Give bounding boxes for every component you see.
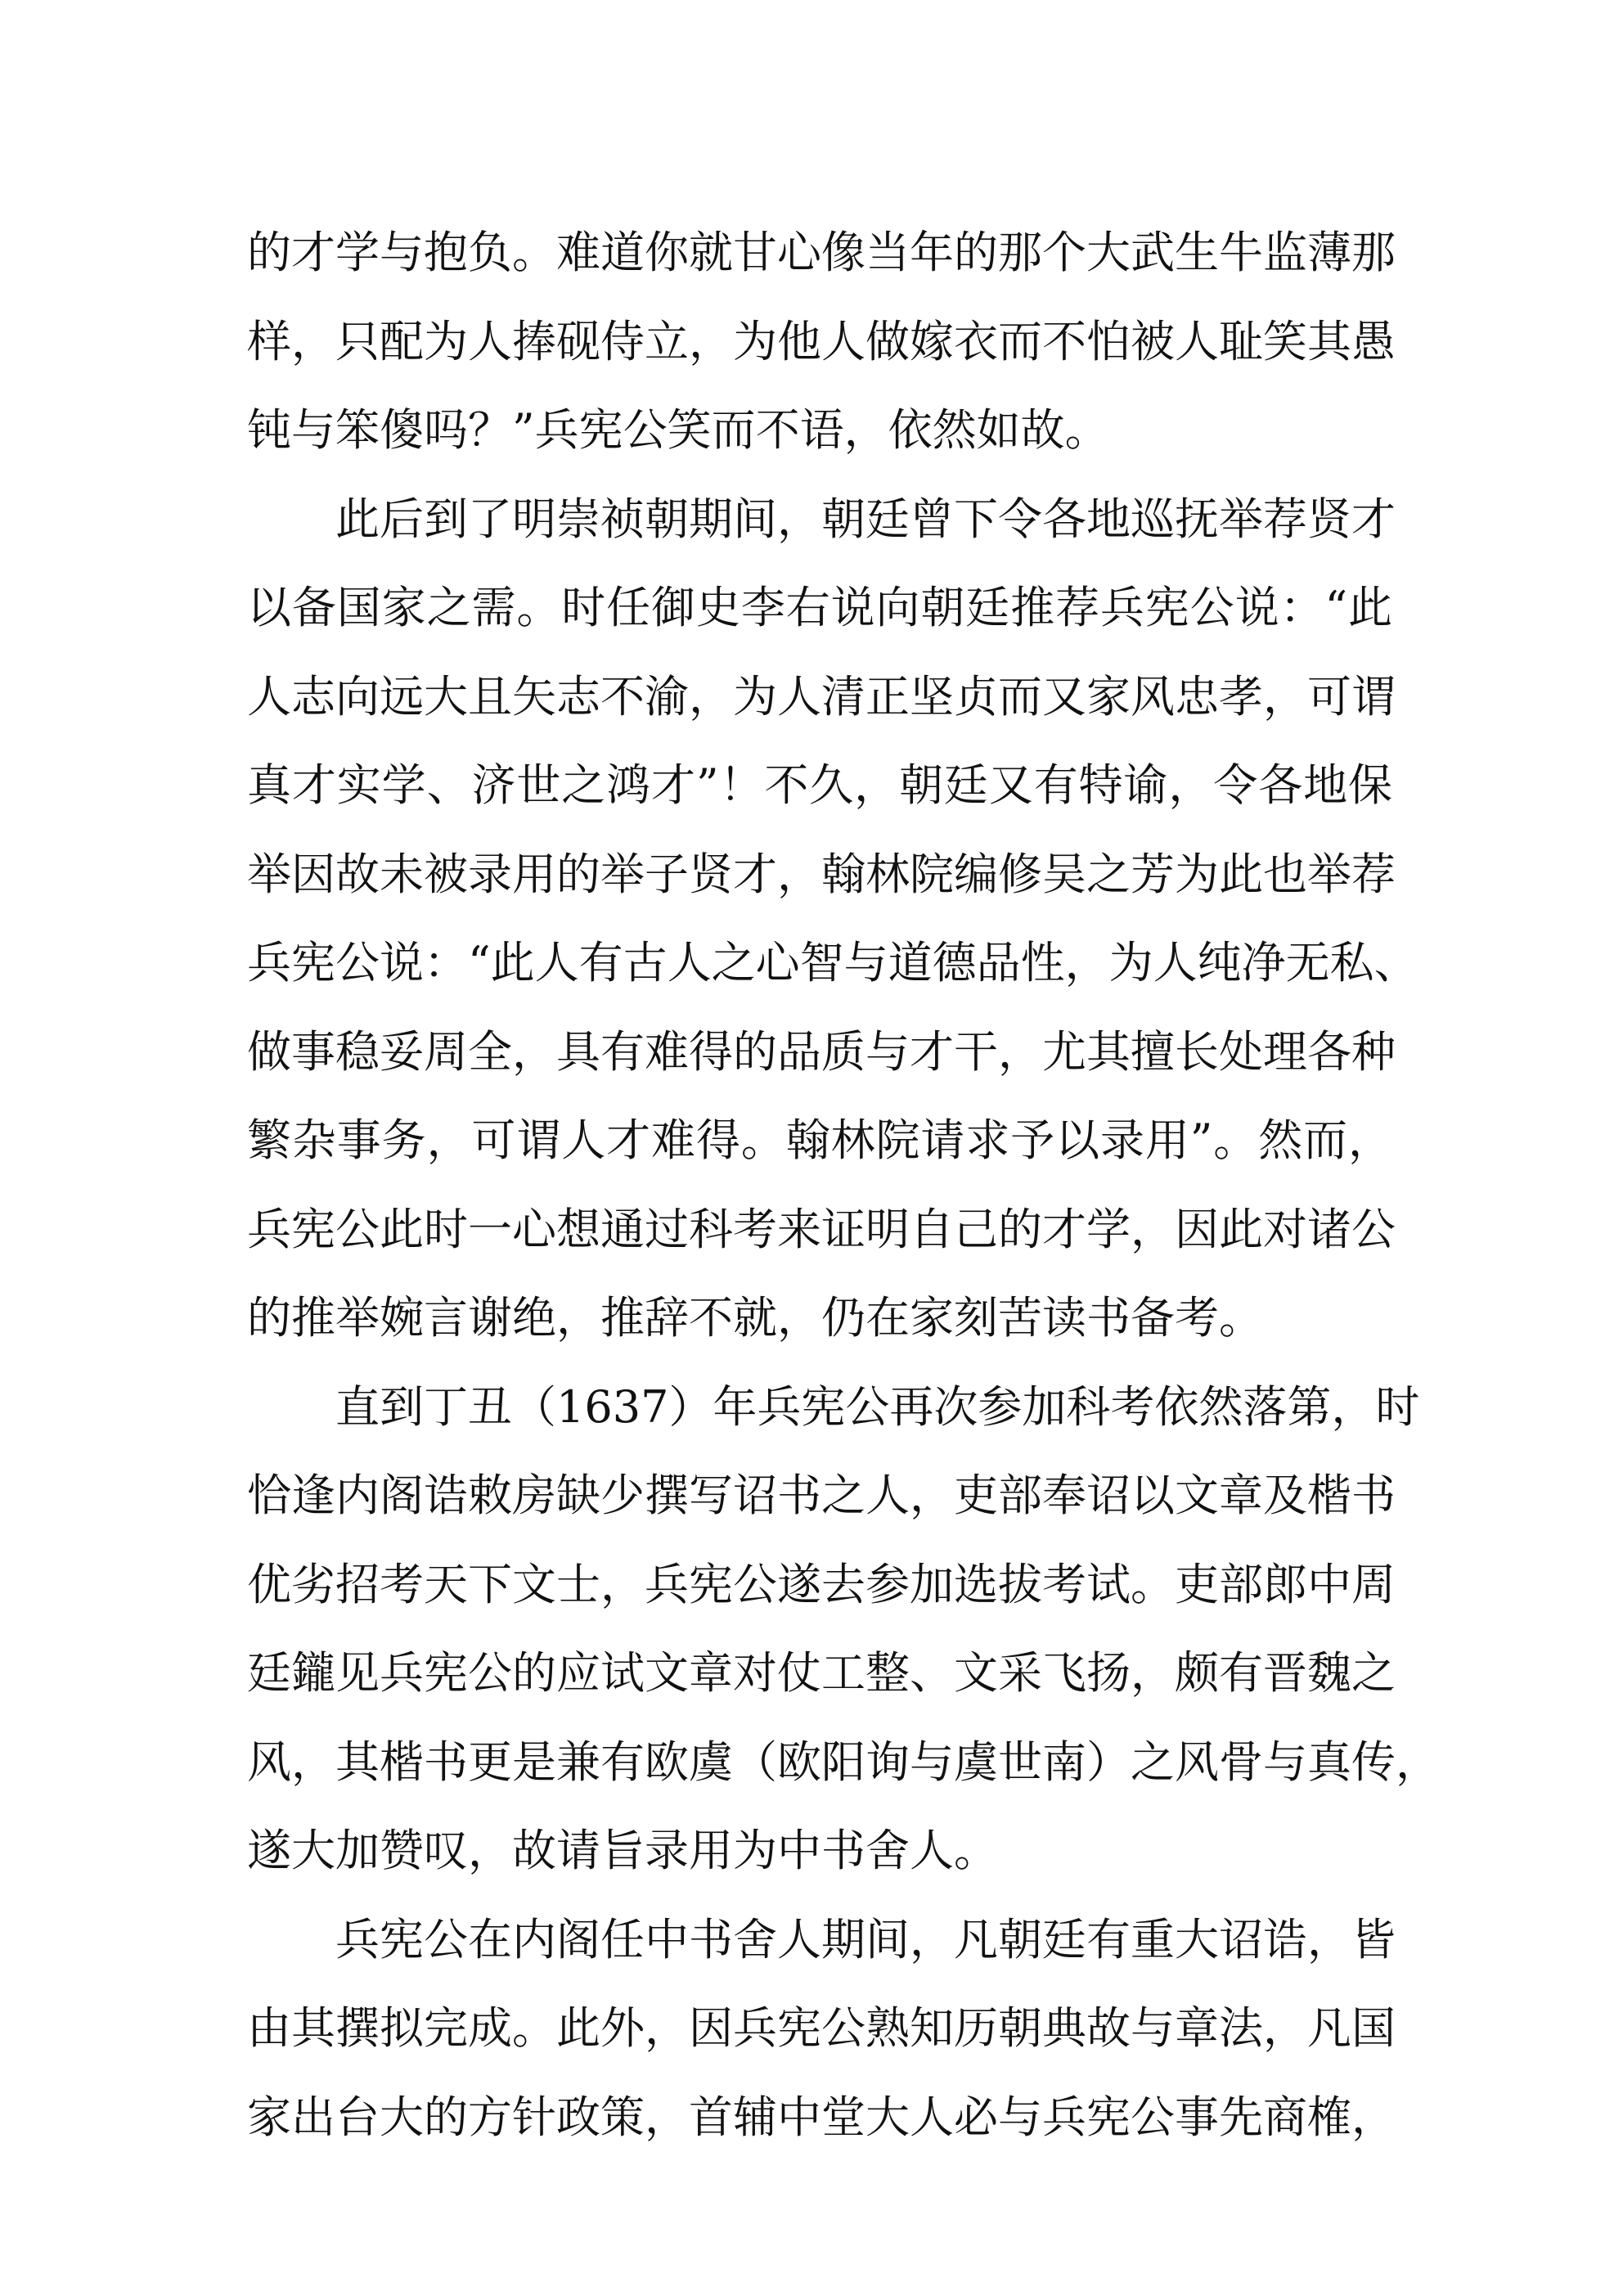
text-line: 风，其楷书更是兼有欧虞（欧阳询与虞世南）之风骨与真传，: [247, 1736, 1440, 1788]
text-line: 做事稳妥周全，具有难得的品质与才干，尤其擅长处理各种: [247, 1025, 1396, 1078]
text-line: 人志向远大且矢志不渝，为人清正坚贞而又家风忠孝，可谓: [247, 670, 1396, 723]
text-line: 样，只配为人捧砚侍立，为他人做嫁衣而不怕被人耻笑其愚: [247, 315, 1396, 367]
text-line: 真才实学、济世之鸿才”！不久，朝廷又有特谕，令各地保: [247, 759, 1392, 811]
paragraph-first-line: 此后到了明崇祯朝期间，朝廷曾下令各地巡抚举荐贤才: [335, 493, 1396, 545]
text-line: 由其撰拟完成。此外，因兵宪公熟知历朝典故与章法，凡国: [247, 2002, 1396, 2054]
text-line: 廷鑨见兵宪公的应试文章对仗工整、文采飞扬，颇有晋魏之: [247, 1647, 1396, 1699]
body-text: [247, 209, 1440, 2162]
text-line: 以备国家之需。时任御史李右说向朝廷推荐兵宪公说：“此: [247, 582, 1392, 633]
text-line: 兵宪公说：“此人有古人之心智与道德品性，为人纯净无私、: [247, 937, 1418, 988]
text-line: 兵宪公此时一心想通过科考来证明自己的才学，因此对诸公: [247, 1203, 1396, 1255]
text-line: 恰逢内阁诰敕房缺少撰写诏书之人，吏部奉诏以文章及楷书: [247, 1470, 1396, 1521]
paragraph-first-line: 兵宪公在内阁任中书舍人期间，凡朝廷有重大诏诰，皆: [335, 1913, 1396, 1965]
text-line: 的推举婉言谢绝，推辞不就，仍在家刻苦读书备考。: [247, 1292, 1263, 1344]
text-line: 的才学与抱负。难道你就甘心像当年的那个大武生牛监薄那: [247, 227, 1396, 278]
text-line: 钝与笨傻吗？”兵宪公笑而不语，依然如故。: [247, 404, 1109, 456]
text-line: 繁杂事务，可谓人才难得。翰林院请求予以录用”。然而，: [247, 1114, 1392, 1166]
text-line: 优劣招考天下文士，兵宪公遂去参加选拔考试。吏部郎中周: [247, 1558, 1396, 1610]
paragraph-first-line: 直到丁丑（1637）年兵宪公再次参加科考依然落第，时: [335, 1380, 1420, 1433]
text-line: 家出台大的方针政策，首辅中堂大人必与兵宪公事先商榷，: [247, 2091, 1396, 2143]
text-line: 举因故未被录用的举子贤才，翰林院编修吴之芳为此也举荐: [247, 848, 1396, 900]
text-line: 遂大加赞叹，故请旨录用为中书舍人。: [247, 1825, 998, 1876]
